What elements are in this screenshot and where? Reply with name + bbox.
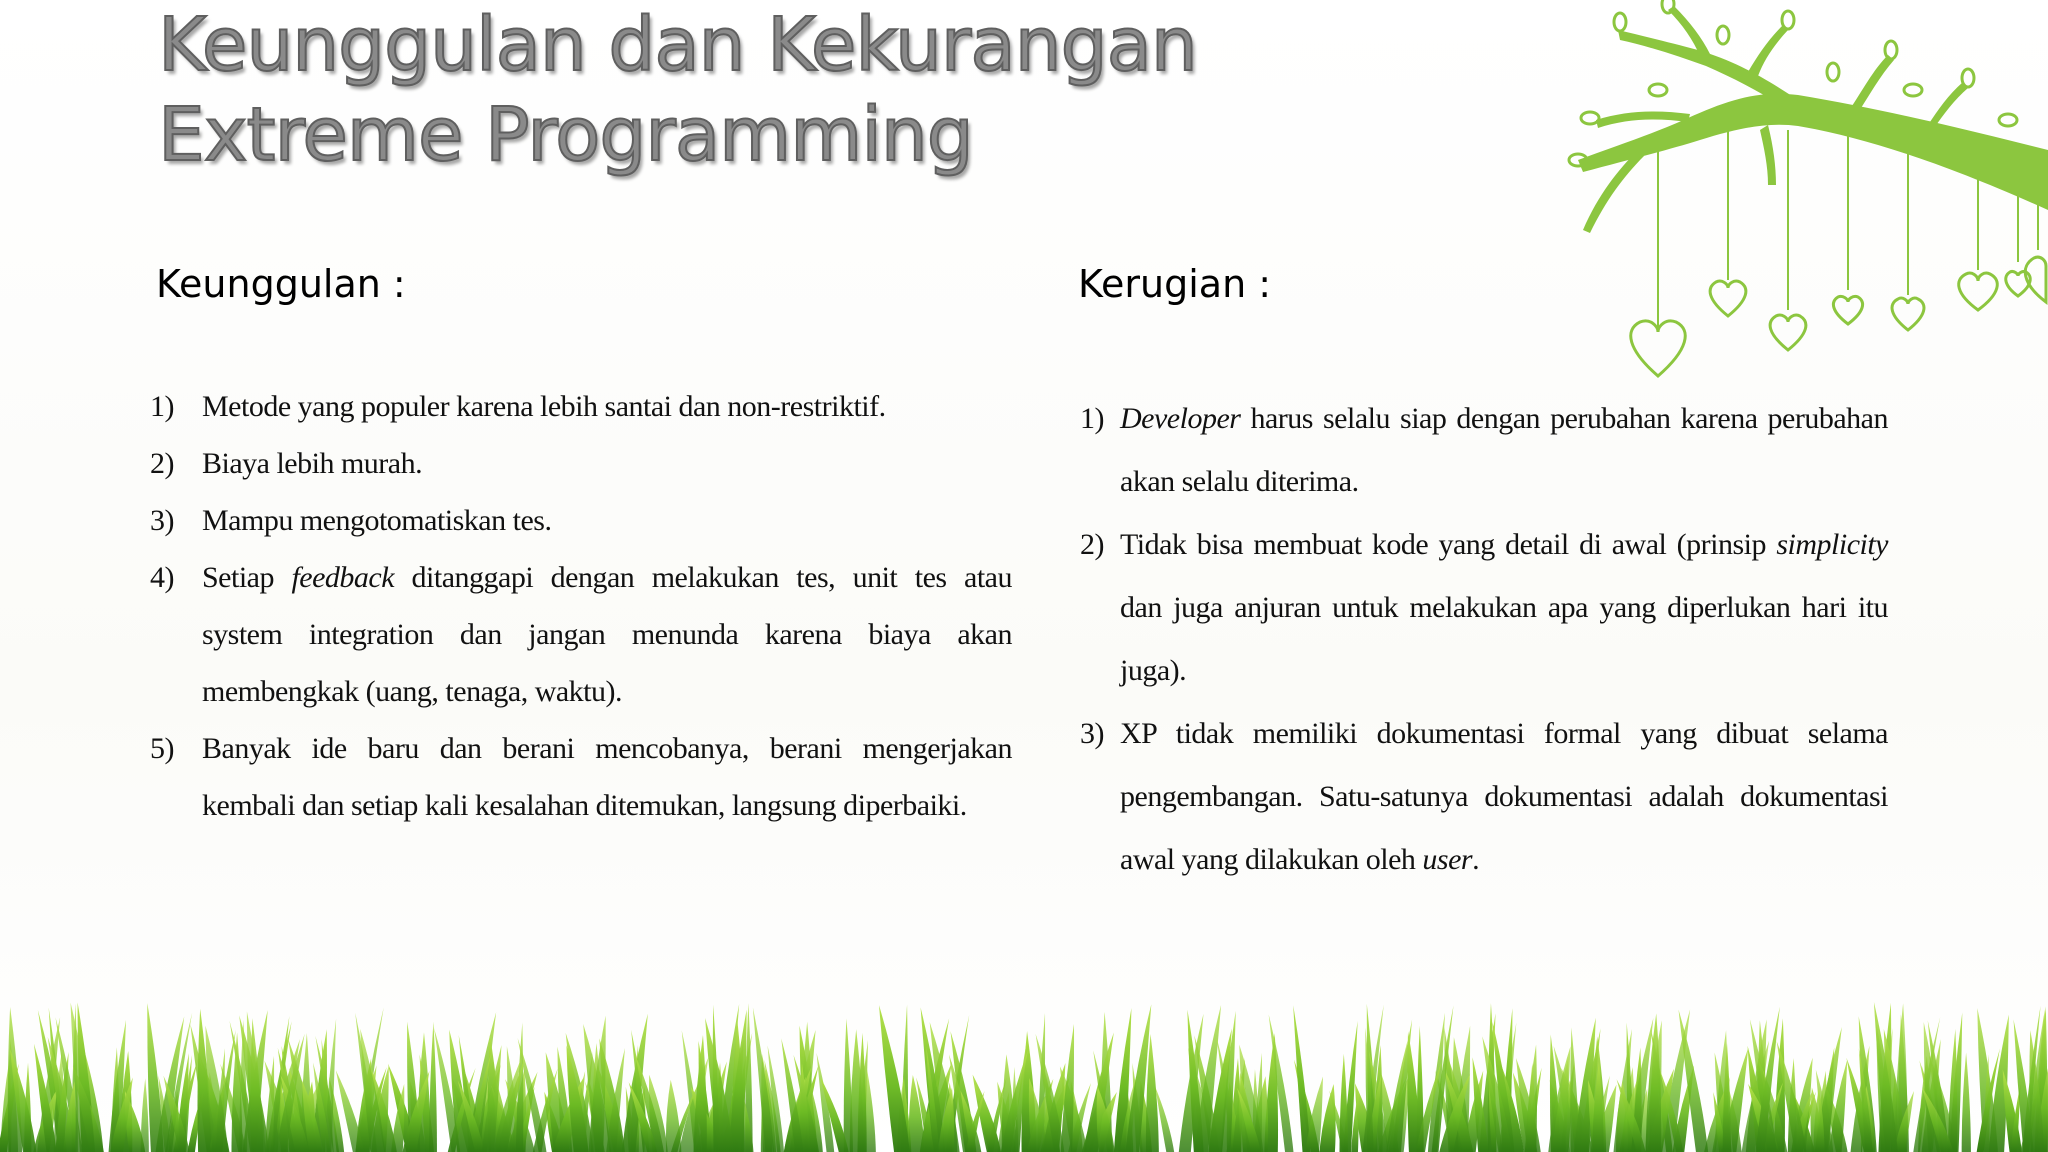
list-item [1080,513,1888,702]
slide-title [158,0,1197,180]
list-item [1080,387,1888,513]
list-item [150,378,1012,435]
list-item-text-post: . [1472,843,1480,876]
tree-branch-icon [1328,0,2048,400]
list-item-text-post: ditanggapi dengan melakukan tes, unit tes atau system integration dan jangan menunda karena biaya akan membengkak (uang, tenaga, waktu). [202,561,1012,708]
list-item [150,720,1012,834]
list-item [150,435,1012,492]
list-item-emphasis: feedback [291,561,395,594]
advantages-heading: Keunggulan : [156,262,406,306]
list-number: 1) [150,390,174,423]
list-number: 1) [1080,402,1104,435]
list-item-text: Banyak ide baru dan berani mencobanya, berani mengerjakan kembali dan setiap kali kesalahan ditemukan, langsung diperbaiki. [202,732,1012,822]
list-item-text-pre: Tidak bisa membuat kode yang detail di awal (prinsip [1120,528,1777,561]
grass-icon [0,1002,2048,1152]
title-line-2: Extreme Programming [158,92,973,178]
list-number: 2) [1080,528,1104,561]
list-item-text-post: dan juga anjuran untuk melakukan apa yang diperlukan hari itu juga). [1120,591,1888,687]
disadvantages-list [1080,387,1888,891]
list-item-text-pre: XP tidak memiliki dokumentasi formal yang dibuat selama pengembangan. Satu-satunya dokumentasi adalah dokumentasi awal yang dilakukan oleh [1120,717,1888,876]
list-item-emphasis: Developer [1120,402,1241,435]
list-item-text-post: harus selalu siap dengan perubahan karena perubahan akan selalu diterima. [1120,402,1888,498]
list-item-text: Metode yang populer karena lebih santai dan non-restriktif. [202,390,886,423]
list-item-text-pre: Setiap [202,561,292,594]
list-item [150,549,1012,720]
list-number: 2) [150,447,174,480]
list-item-text: Biaya lebih murah. [202,447,423,480]
list-item-emphasis: user [1422,843,1473,876]
list-number: 5) [150,732,174,765]
disadvantages-heading: Kerugian : [1078,262,1272,306]
list-item-emphasis: simplicity [1776,528,1888,561]
list-number: 3) [150,504,174,537]
title-line-1: Keunggulan dan Kekurangan [158,2,1197,88]
list-number: 3) [1080,717,1104,750]
list-number: 4) [150,561,174,594]
list-item [150,492,1012,549]
list-item-text: Mampu mengotomatiskan tes. [202,504,552,537]
list-item [1080,702,1888,891]
advantages-list [150,378,1012,834]
